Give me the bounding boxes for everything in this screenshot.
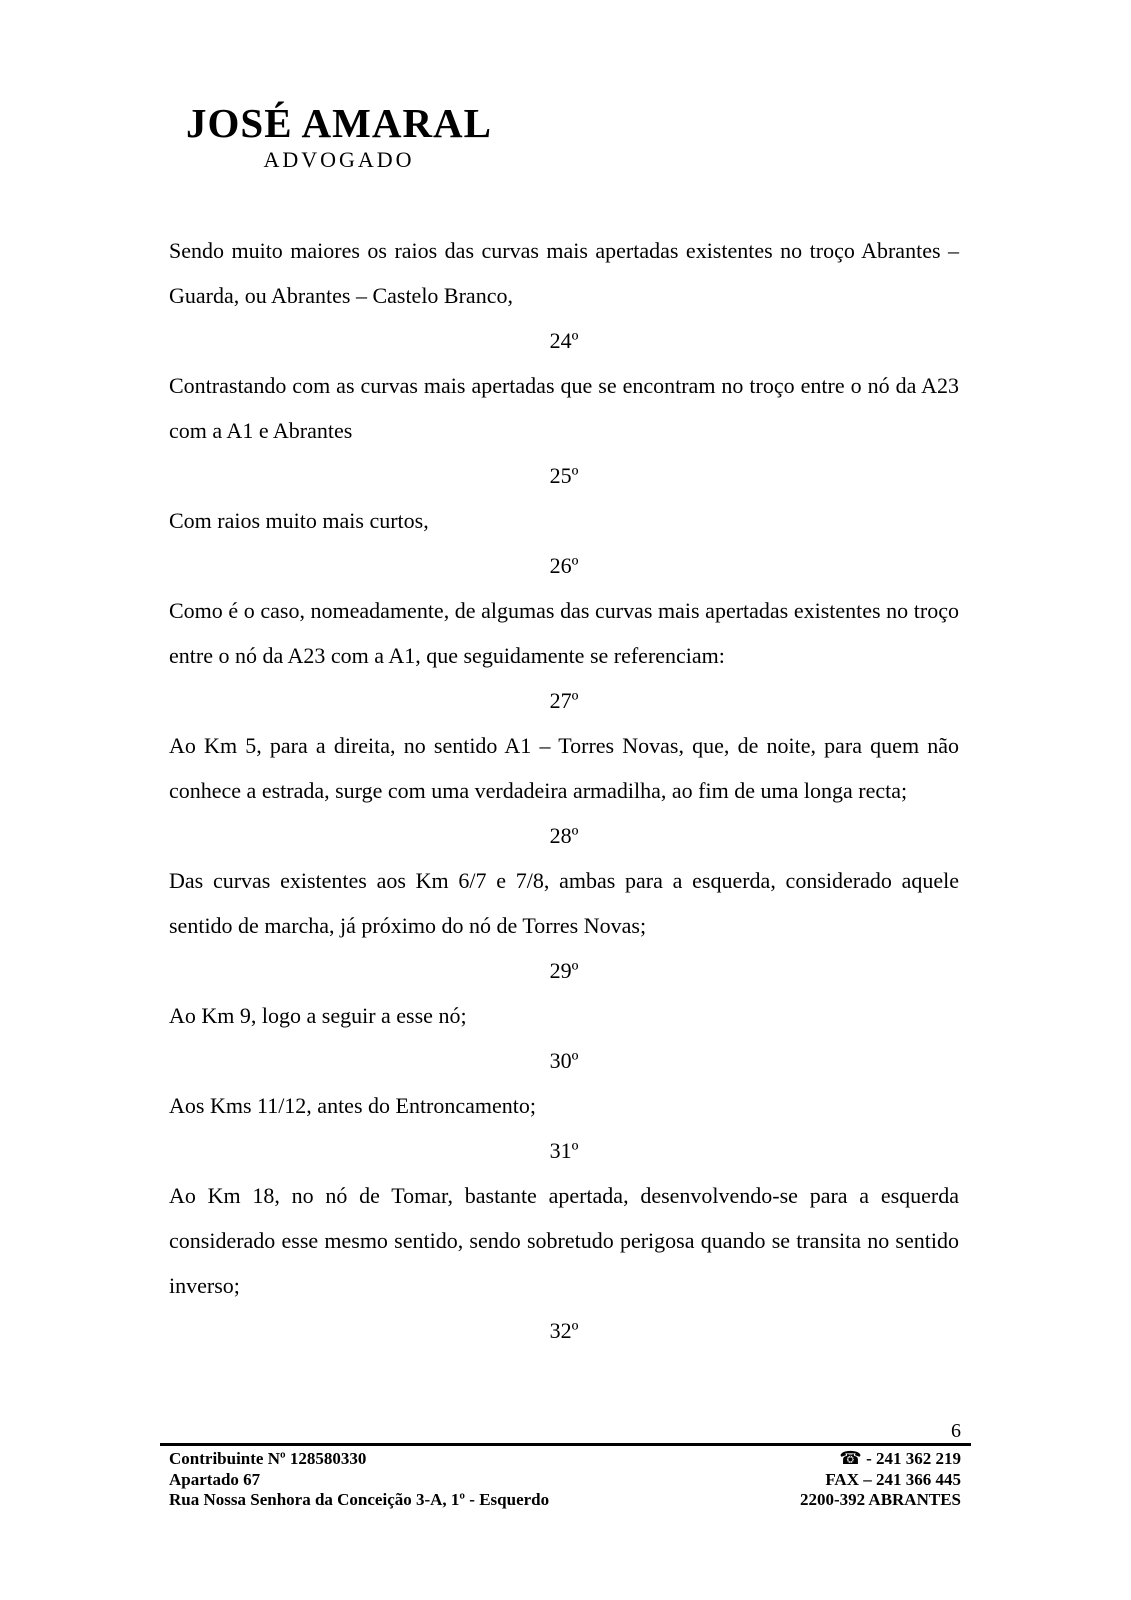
body-paragraph: Ao Km 9, logo a seguir a esse nó; xyxy=(169,1003,467,1028)
footer-street-address: Rua Nossa Senhora da Conceição 3-A, 1º - Esquerdo xyxy=(169,1490,550,1509)
letterhead xyxy=(186,101,492,173)
body-paragraph: Como é o caso, nomeadamente, de algumas das curvas mais apertadas existentes no troço entre o nó da A23 com a A1, que seguidamente se referenciam: xyxy=(169,598,959,668)
body-paragraph: Contrastando com as curvas mais apertadas que se encontram no troço entre o nó da A23 com a A1 e Abrantes xyxy=(169,373,959,443)
footer-fax-number: FAX – 241 366 445 xyxy=(825,1469,961,1489)
footer-postal-city: 2200-392 ABRANTES xyxy=(799,1490,961,1509)
body-paragraph: Sendo muito maiores os raios das curvas mais apertadas existentes no troço Abrantes – Guarda, ou Abrantes – Castelo Branco, xyxy=(169,238,959,308)
body-paragraph: Ao Km 18, no nó de Tomar, bastante apertada, desenvolvendo-se para a esquerda considerado esse mesmo sentido, sendo sobretudo perigosa quando se transita no sentido inverso; xyxy=(169,1183,959,1298)
body-paragraph: Aos Kms 11/12, antes do Entroncamento; xyxy=(169,1093,537,1118)
footer-address-block xyxy=(169,1449,549,1511)
article-number-heading: 30º xyxy=(549,1048,579,1073)
body-paragraph: Das curvas existentes aos Km 6/7 e 7/8, ambas para a esquerda, considerado aquele sentido de marcha, já próximo do nó de Torres Novas; xyxy=(169,868,959,938)
article-number-heading: 24º xyxy=(549,328,579,353)
footer-contact-block xyxy=(800,1449,961,1511)
document-body xyxy=(169,228,959,1353)
article-number-heading: 25º xyxy=(549,463,579,488)
footer-po-box: Apartado 67 xyxy=(169,1469,261,1489)
footer-phone-number: - 241 362 219 xyxy=(866,1449,961,1468)
article-number-heading: 28º xyxy=(549,823,579,848)
article-number-heading: 27º xyxy=(549,688,579,713)
lawyer-name: JOSÉ AMARAL xyxy=(186,100,493,146)
article-number-heading: 31º xyxy=(549,1138,579,1163)
article-number-heading: 26º xyxy=(549,553,579,578)
body-paragraph: Com raios muito mais curtos, xyxy=(169,508,429,533)
footer-taxpayer-number: Contribuinte Nº 128580330 xyxy=(169,1449,367,1468)
article-number-heading: 29º xyxy=(549,958,579,983)
phone-icon: ☎ xyxy=(839,1448,862,1469)
page-number: 6 xyxy=(951,1420,961,1442)
body-paragraph: Ao Km 5, para a direita, no sentido A1 – Torres Novas, que, de noite, para quem não conhece a estrada, surge com uma verdadeira armadilha, ao fim de uma longa recta; xyxy=(169,733,959,803)
lawyer-title: ADVOGADO xyxy=(263,147,415,173)
article-number-heading: 32º xyxy=(549,1318,579,1343)
footer-divider xyxy=(160,1443,971,1446)
footer-phone-line xyxy=(800,1449,961,1470)
